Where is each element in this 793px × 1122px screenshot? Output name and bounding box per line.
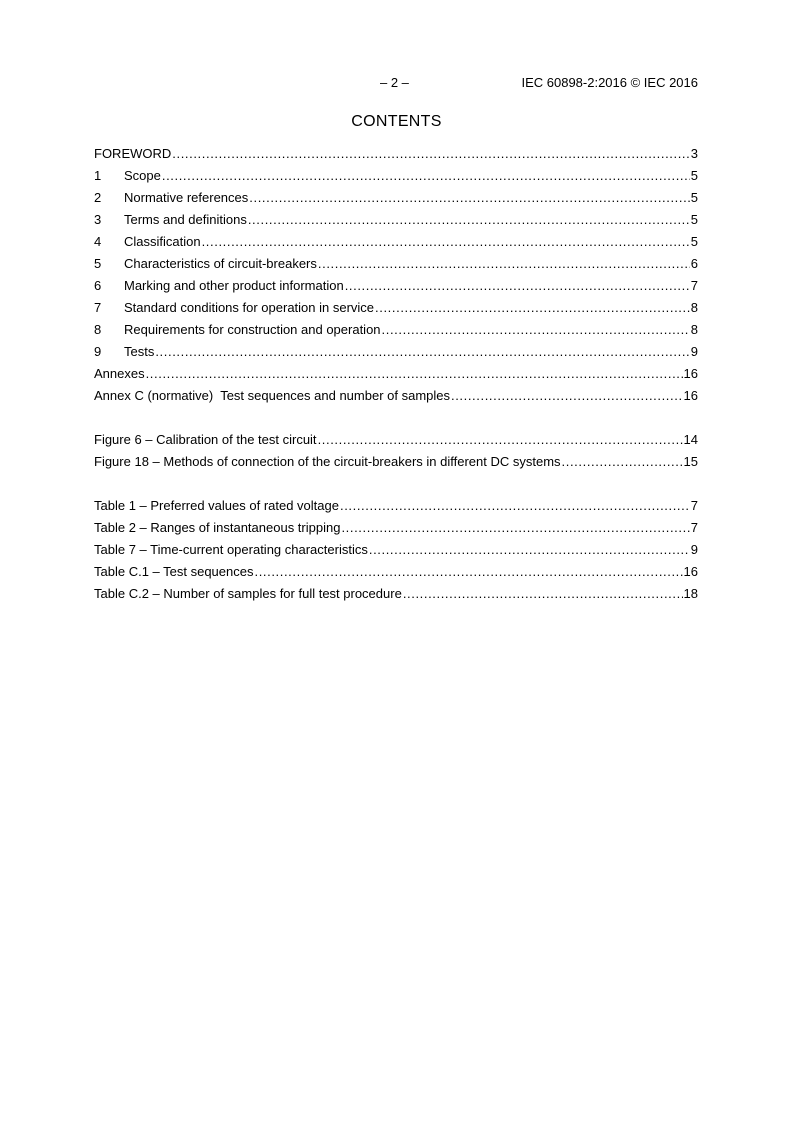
toc-clause-number: 9: [94, 344, 102, 359]
toc-entry-requirements[interactable]: [94, 319, 698, 341]
toc-page-number: 14: [683, 432, 698, 447]
toc-entry-figure-18[interactable]: [94, 451, 698, 473]
toc-entry-text: Requirements for construction and operation: [124, 322, 381, 337]
toc-page-number: 7: [690, 278, 698, 293]
toc-leader-dots: [248, 209, 690, 231]
toc-entry-terms-and-definitions[interactable]: [94, 209, 698, 231]
toc-leader-dots: [318, 253, 690, 275]
toc-entry-text: Annex C (normative) Test sequences and number of samples: [94, 388, 450, 403]
toc-clause-number: 8: [94, 322, 102, 337]
toc-entry-text: Terms and definitions: [124, 212, 247, 227]
toc-page-number: 9: [690, 344, 698, 359]
toc-leader-dots: [172, 143, 689, 165]
toc-clause-number: 7: [94, 300, 102, 315]
toc-entry-text: FOREWORD: [94, 146, 172, 161]
toc-entry-text: Annexes: [94, 366, 145, 381]
toc-leader-dots: [162, 165, 690, 187]
toc-entry-text: Marking and other product information: [124, 278, 344, 293]
toc-page-number: 7: [690, 498, 698, 513]
toc-leader-dots: [254, 561, 682, 583]
contents-title: CONTENTS: [351, 113, 442, 130]
toc-entry-text: Table 2 – Ranges of instantaneous tripping: [94, 520, 341, 535]
toc-entry-scope[interactable]: [94, 165, 698, 187]
toc-page-number: 16: [683, 388, 698, 403]
toc-entry-text: Table C.1 – Test sequences: [94, 564, 254, 579]
toc-entry-annexes[interactable]: [94, 363, 698, 385]
toc-entry-text: Table 1 – Preferred values of rated voltage: [94, 498, 339, 513]
page-header: [0, 75, 793, 93]
toc-entry-text: Scope: [124, 168, 161, 183]
toc-leader-dots: [155, 341, 689, 363]
toc-clause-number: 3: [94, 212, 102, 227]
toc-page-number: 18: [683, 586, 698, 601]
toc-entry-table-c1[interactable]: [94, 561, 698, 583]
toc-page-number: 3: [690, 146, 698, 161]
toc-leader-dots: [375, 297, 690, 319]
toc-leader-dots: [341, 517, 689, 539]
toc-leader-dots: [249, 187, 689, 209]
toc-entry-marking[interactable]: [94, 275, 698, 297]
toc-page-number: 15: [683, 454, 698, 469]
toc-page-number: 7: [690, 520, 698, 535]
toc-page-number: 8: [690, 300, 698, 315]
toc-leader-dots: [382, 319, 690, 341]
toc-entry-table-2[interactable]: [94, 517, 698, 539]
toc-entry-text: Tests: [124, 344, 155, 359]
toc-clause-number: 2: [94, 190, 102, 205]
toc-page-number: 5: [690, 190, 698, 205]
toc-entry-table-1[interactable]: [94, 495, 698, 517]
toc-entry-text: Classification: [124, 234, 201, 249]
toc-entry-text: Normative references: [124, 190, 249, 205]
toc-page-number: 16: [683, 366, 698, 381]
toc-page-number: 16: [683, 564, 698, 579]
toc-leader-dots: [146, 363, 683, 385]
toc-page-number: 9: [690, 542, 698, 557]
toc-leader-dots: [345, 275, 690, 297]
toc-entry-text: Characteristics of circuit-breakers: [124, 256, 317, 271]
table-of-contents: [94, 143, 698, 605]
page-number: – 2 –: [380, 75, 409, 90]
toc-leader-dots: [451, 385, 683, 407]
toc-clause-number: 6: [94, 278, 102, 293]
toc-entry-classification[interactable]: [94, 231, 698, 253]
toc-leader-dots: [202, 231, 690, 253]
toc-entry-text: Table 7 – Time-current operating characteristics: [94, 542, 368, 557]
toc-page-number: 5: [690, 212, 698, 227]
toc-entry-table-7[interactable]: [94, 539, 698, 561]
toc-entry-annex-c[interactable]: [94, 385, 698, 407]
toc-page-number: 8: [690, 322, 698, 337]
toc-entry-tests[interactable]: [94, 341, 698, 363]
toc-leader-dots: [369, 539, 690, 561]
document-reference: IEC 60898-2:2016 © IEC 2016: [521, 75, 698, 90]
toc-entry-foreword[interactable]: [94, 143, 698, 165]
toc-leader-dots: [318, 429, 683, 451]
toc-entry-text: Table C.2 – Number of samples for full test procedure: [94, 586, 402, 601]
toc-entry-text: Figure 18 – Methods of connection of the circuit-breakers in different DC systems: [94, 454, 561, 469]
toc-entry-text: Standard conditions for operation in service: [124, 300, 375, 315]
toc-clause-number: 4: [94, 234, 102, 249]
toc-entry-table-c2[interactable]: [94, 583, 698, 605]
toc-page-number: 5: [690, 234, 698, 249]
toc-leader-dots: [403, 583, 683, 605]
toc-entry-text: Figure 6 – Calibration of the test circuit: [94, 432, 317, 447]
toc-entry-standard-conditions[interactable]: [94, 297, 698, 319]
toc-entry-figure-6[interactable]: [94, 429, 698, 451]
toc-clause-number: 1: [94, 168, 102, 183]
toc-clause-number: 5: [94, 256, 102, 271]
toc-entry-characteristics[interactable]: [94, 253, 698, 275]
toc-page-number: 6: [690, 256, 698, 271]
toc-leader-dots: [340, 495, 690, 517]
toc-page-number: 5: [690, 168, 698, 183]
toc-leader-dots: [562, 451, 683, 473]
toc-entry-normative-references[interactable]: [94, 187, 698, 209]
